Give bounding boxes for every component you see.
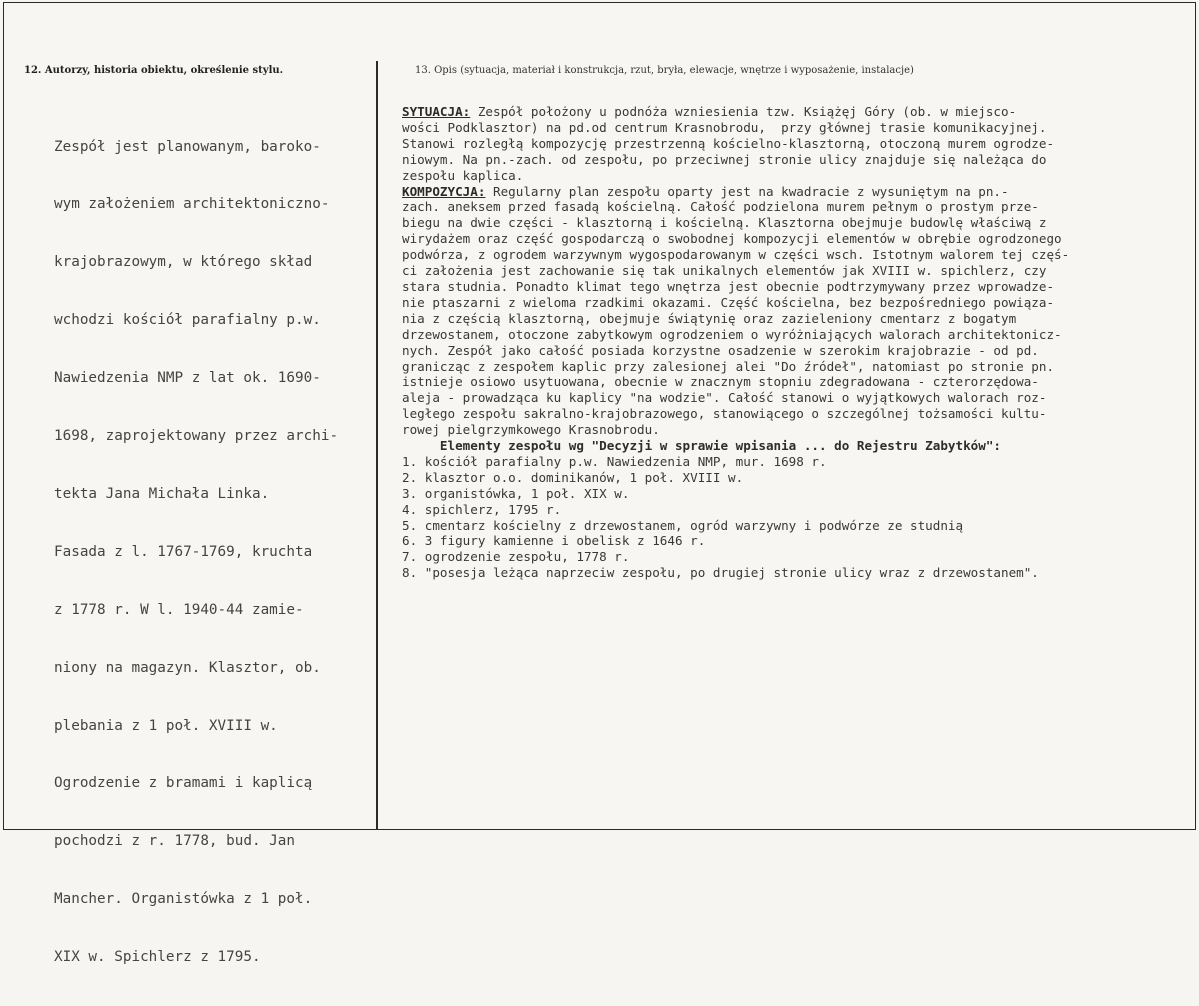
sytuacja-line: wości Podklasztor) na pd.od centrum Krasnobrodu, przy głównej trasie komunikacyjnej. (402, 119, 1047, 135)
section-13-header: 13. Opis (sytuacja, materiał i konstrukcja, rzut, bryła, elewacje, wnętrze i wyposażenie, instalacje) (415, 65, 914, 76)
kompozycja-line: ci założenia jest zachowanie się tak unikalnych elementów jak XVIII w. spichlerz, czy (402, 263, 1047, 279)
kompozycja-line: KOMPOZYCJA: Regularny plan zespołu oparty jest na kwadracie z wysuniętym na pn.- (402, 183, 1009, 199)
element-item: 6. 3 figury kamienne i obelisk z 1646 r. (402, 533, 706, 549)
kompozycja-line: podwórza, z ogrodem warzywnym wygospodarowanym w części wsch. Istotnym walorem tej częś- (402, 247, 1070, 263)
column-divider (376, 61, 378, 829)
kompozycja-line: drzewostanem, otoczone zabytkowym ogrodzeniem o wyróżniających walorach architektonicz- (402, 326, 1062, 342)
history-line: krajobrazowym, w którego skład (54, 254, 313, 271)
history-line: 1698, zaprojektowany przez archi- (54, 428, 339, 445)
element-item: 4. spichlerz, 1795 r. (402, 501, 562, 517)
kompozycja-line: wirydażem oraz część gospodarczą o swobodnej kompozycji elementów w obrębie ogrodzonego (402, 231, 1062, 247)
sytuacja-label: SYTUACJA: (402, 104, 471, 119)
history-line: plebania z 1 poł. XVIII w. (54, 717, 278, 734)
history-line: wchodzi kościół parafialny p.w. (54, 312, 321, 329)
history-line: wym założeniem architektoniczno- (54, 196, 330, 213)
history-line: Ogrodzenie z bramami i kaplicą (54, 775, 313, 792)
kompozycja-line: nych. Zespół jako całość posiada korzystne osadzenie w szerokim krajobrazie - od pd. (402, 342, 1039, 358)
kompozycja-line: ległego zespołu sakralno-krajobrazowego, stanowiącego o szczególnej tożsamości kultu- (402, 406, 1047, 422)
sytuacja-line: zespołu kaplica. (402, 167, 524, 183)
kompozycja-line: istnieje osiowo usytuowana, obecnie w znacznym stopniu zdegradowana - czterorzędowa- (402, 374, 1039, 390)
history-line: tekta Jana Michała Linka. (54, 485, 270, 502)
sytuacja-line: SYTUACJA: Zespół położony u podnóża wzniesienia tzw. Książęj Góry (ob. w miejsco- (402, 104, 1017, 119)
description-text (402, 104, 1192, 581)
element-item: 3. organistówka, 1 poł. XIX w. (402, 485, 630, 501)
element-item: 7. ogrodzenie zespołu, 1778 r. (402, 549, 630, 565)
element-item: 2. klasztor o.o. dominikanów, 1 poł. XVIII w. (402, 469, 744, 485)
element-item: 5. cmentarz kościelny z drzewostanem, ogród warzywny i podwórze ze studnią (402, 517, 964, 533)
element-item: 8. "posesja leżąca naprzeciw zespołu, po drugiej stronie ulicy wraz z drzewostanem". (402, 565, 1039, 581)
document-page (3, 2, 1196, 966)
section-12-header: 12. Autorzy, historia obiektu, określenie stylu. (24, 65, 284, 76)
elements-heading: Elementy zespołu wg "Decyzji w sprawie wpisania ... do Rejestru Zabytków": (402, 438, 1001, 454)
element-item: 1. kościół parafialny p.w. Nawiedzenia NMP, mur. 1698 r. (402, 453, 827, 469)
kompozycja-line: nia z częścią klasztorną, obejmuje świątynię oraz zazieleniony cmentarz z bogatym (402, 310, 1017, 326)
kompozycja-label: KOMPOZYCJA: (402, 183, 486, 199)
sytuacja-line: niowym. Na pn.-zach. od zespołu, po przeciwnej stronie ulicy znajduje się należąca do (402, 151, 1047, 167)
history-line: niony na magazyn. Klasztor, ob. (54, 659, 321, 676)
history-line: Mancher. Organistówka z 1 poł. (54, 891, 313, 908)
kompozycja-line: biegu na dwie części - klasztorną i kościelną. Klasztorna obejmuje budowlę właściwą z (402, 215, 1047, 231)
kompozycja-line: nie ptaszarni z wieloma rzadkimi okazami. Część kościelna, bez bezpośredniego powiąza- (402, 294, 1055, 310)
kompozycja-line: rowej pielgrzymkowego Krasnobrodu. (402, 422, 660, 438)
history-line: z 1778 r. W l. 1940-44 zamie- (54, 601, 304, 618)
kompozycja-line: granicząc z zespołem kaplic przy zalesionej alei "Do źródeł", natomiast po stronie pn. (402, 358, 1055, 374)
kompozycja-line: stara studnia. Ponadto klimat tego wnętrza jest obecnie podtrzymywany przez wprowadze- (402, 278, 1055, 294)
history-line: pochodzi z r. 1778, bud. Jan (54, 833, 296, 850)
history-line: Zespół jest planowanym, baroko- (54, 138, 321, 155)
kompozycja-line: aleja - prowadząca ku kaplicy "na wodzie". Całość stanowi o wyjątkowych walorach roz- (402, 390, 1047, 406)
history-text (54, 99, 374, 1006)
kompozycja-line: zach. aneksem przed fasadą kościelną. Całość podzielona murem pełnym o prostym prze- (402, 199, 1039, 215)
history-line: Fasada z l. 1767-1769, kruchta (54, 543, 313, 560)
history-line: XIX w. Spichlerz z 1795. (54, 949, 261, 966)
sytuacja-line: Stanowi rozległą kompozycję przestrzenną kościelno-klasztorną, otoczoną murem ogrodze- (402, 135, 1055, 151)
history-line: Nawiedzenia NMP z lat ok. 1690- (54, 370, 321, 387)
